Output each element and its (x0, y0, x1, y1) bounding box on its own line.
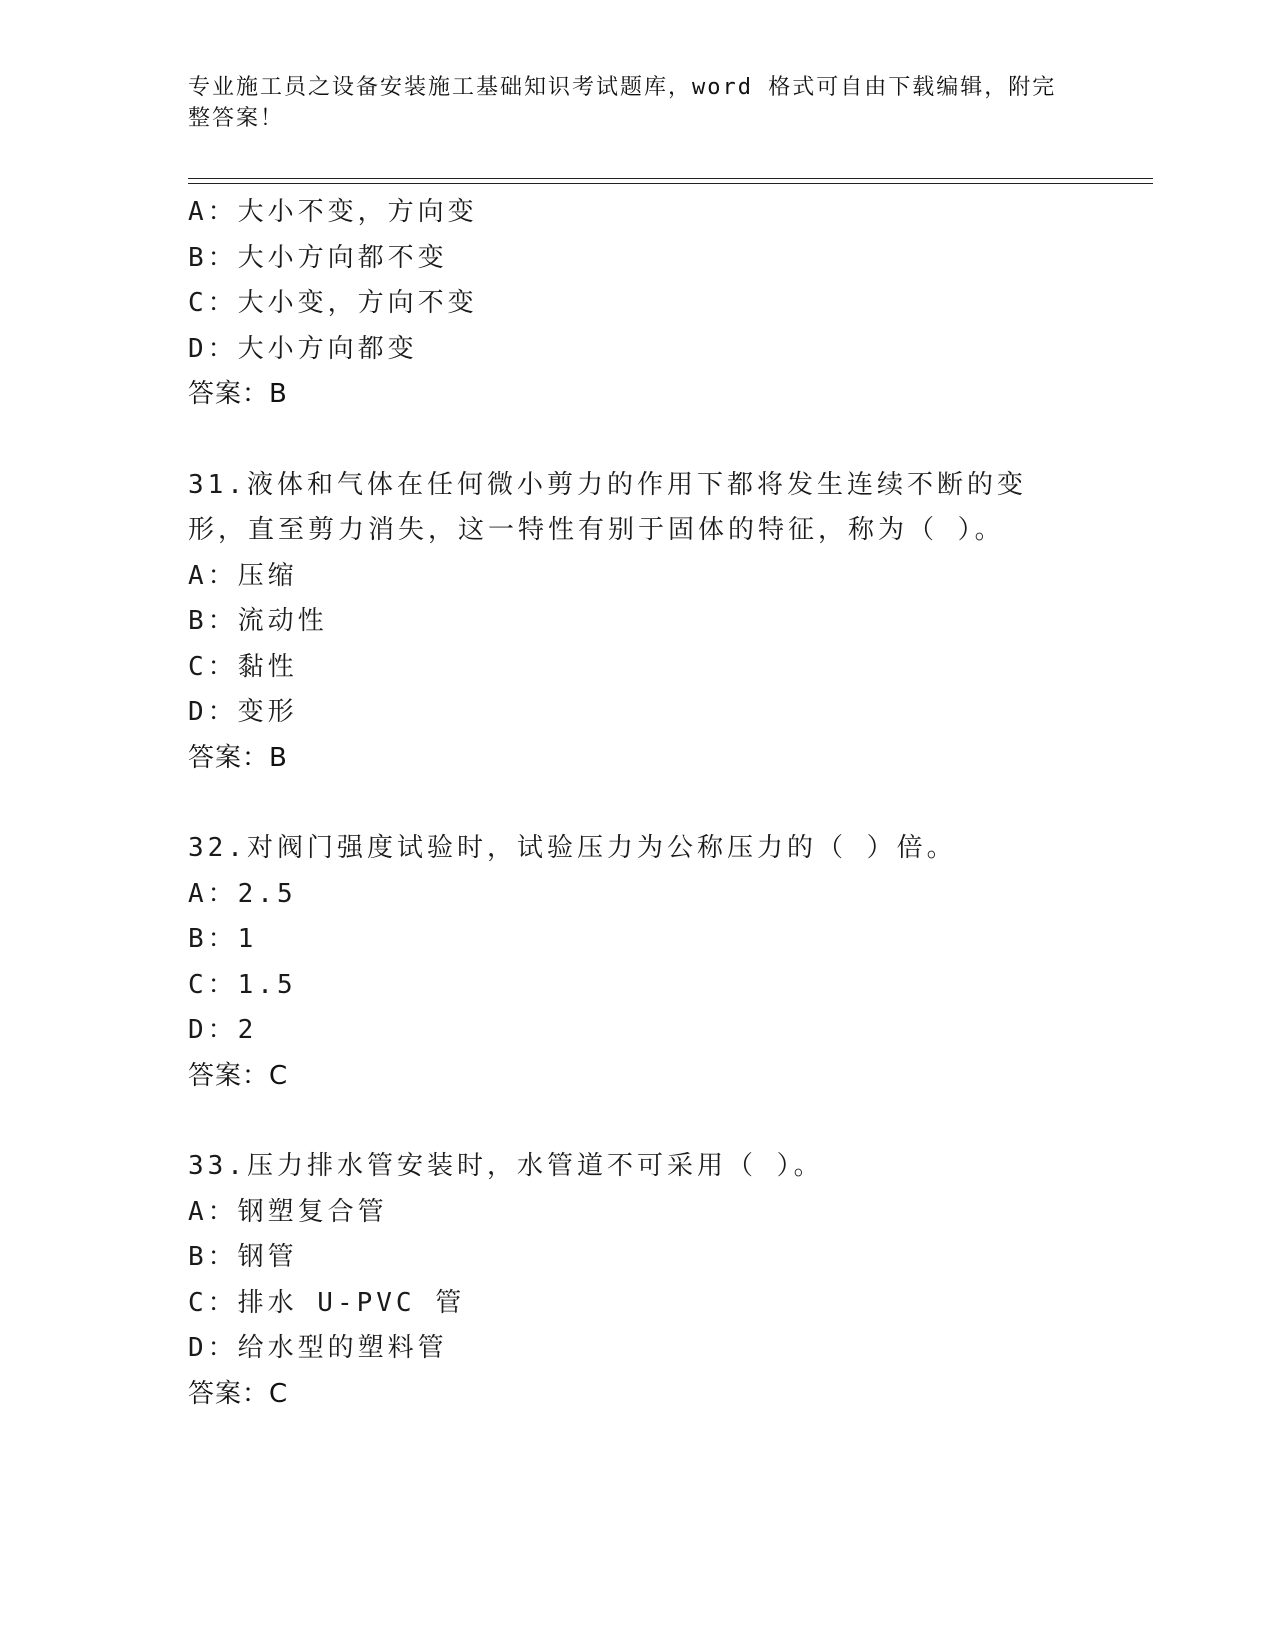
document-header: 专业施工员之设备安装施工基础知识考试题库，word 格式可自由下载编辑，附完整答案！ (188, 75, 1057, 131)
answer-line: 答案：B (188, 379, 288, 409)
spacer (188, 781, 1088, 826)
option-d: D：大小方向都变 (188, 333, 418, 364)
question-text: 32.对阀门强度试验时，试验压力为公称压力的（ ）倍。 (188, 833, 957, 863)
option-a: A：压缩 (188, 560, 298, 591)
option-a: A：2.5 (188, 878, 297, 909)
header-divider-bottom (188, 183, 1153, 184)
question-32 (188, 826, 1088, 1099)
option-d: D：2 (188, 1015, 258, 1045)
option-b: B：钢管 (188, 1242, 298, 1272)
question-text: 33.压力排水管安装时，水管道不可采用（ ）。 (188, 1151, 824, 1181)
option-a: A：大小不变，方向变 (188, 197, 478, 227)
answer-line: 答案：C (188, 1378, 289, 1409)
option-b: B：大小方向都不变 (188, 242, 448, 273)
spacer (188, 1099, 1088, 1144)
option-d: D：给水型的塑料管 (188, 1333, 448, 1363)
option-b: B：流动性 (188, 606, 328, 636)
question-30-continued (188, 190, 1088, 418)
question-list (188, 190, 1088, 1417)
option-b: B：1 (188, 924, 258, 954)
header-divider-top (188, 178, 1153, 179)
answer-line: 答案：B (188, 742, 288, 773)
option-c: C：黏性 (188, 651, 298, 682)
option-d: D：变形 (188, 697, 298, 727)
answer-line: 答案：C (188, 1060, 289, 1091)
spacer (188, 418, 1088, 463)
option-c: C：1.5 (188, 969, 297, 1000)
question-33 (188, 1144, 1088, 1417)
option-a: A：钢塑复合管 (188, 1196, 388, 1227)
option-c: C：大小变，方向不变 (188, 288, 478, 318)
question-31 (188, 463, 1088, 782)
question-text: 31.液体和气体在任何微小剪力的作用下都将发生连续不断的变形，直至剪力消失，这一特性有别于固体的特征，称为（ ）。 (188, 469, 1027, 545)
option-c: C：排水 U-PVC 管 (188, 1287, 466, 1318)
